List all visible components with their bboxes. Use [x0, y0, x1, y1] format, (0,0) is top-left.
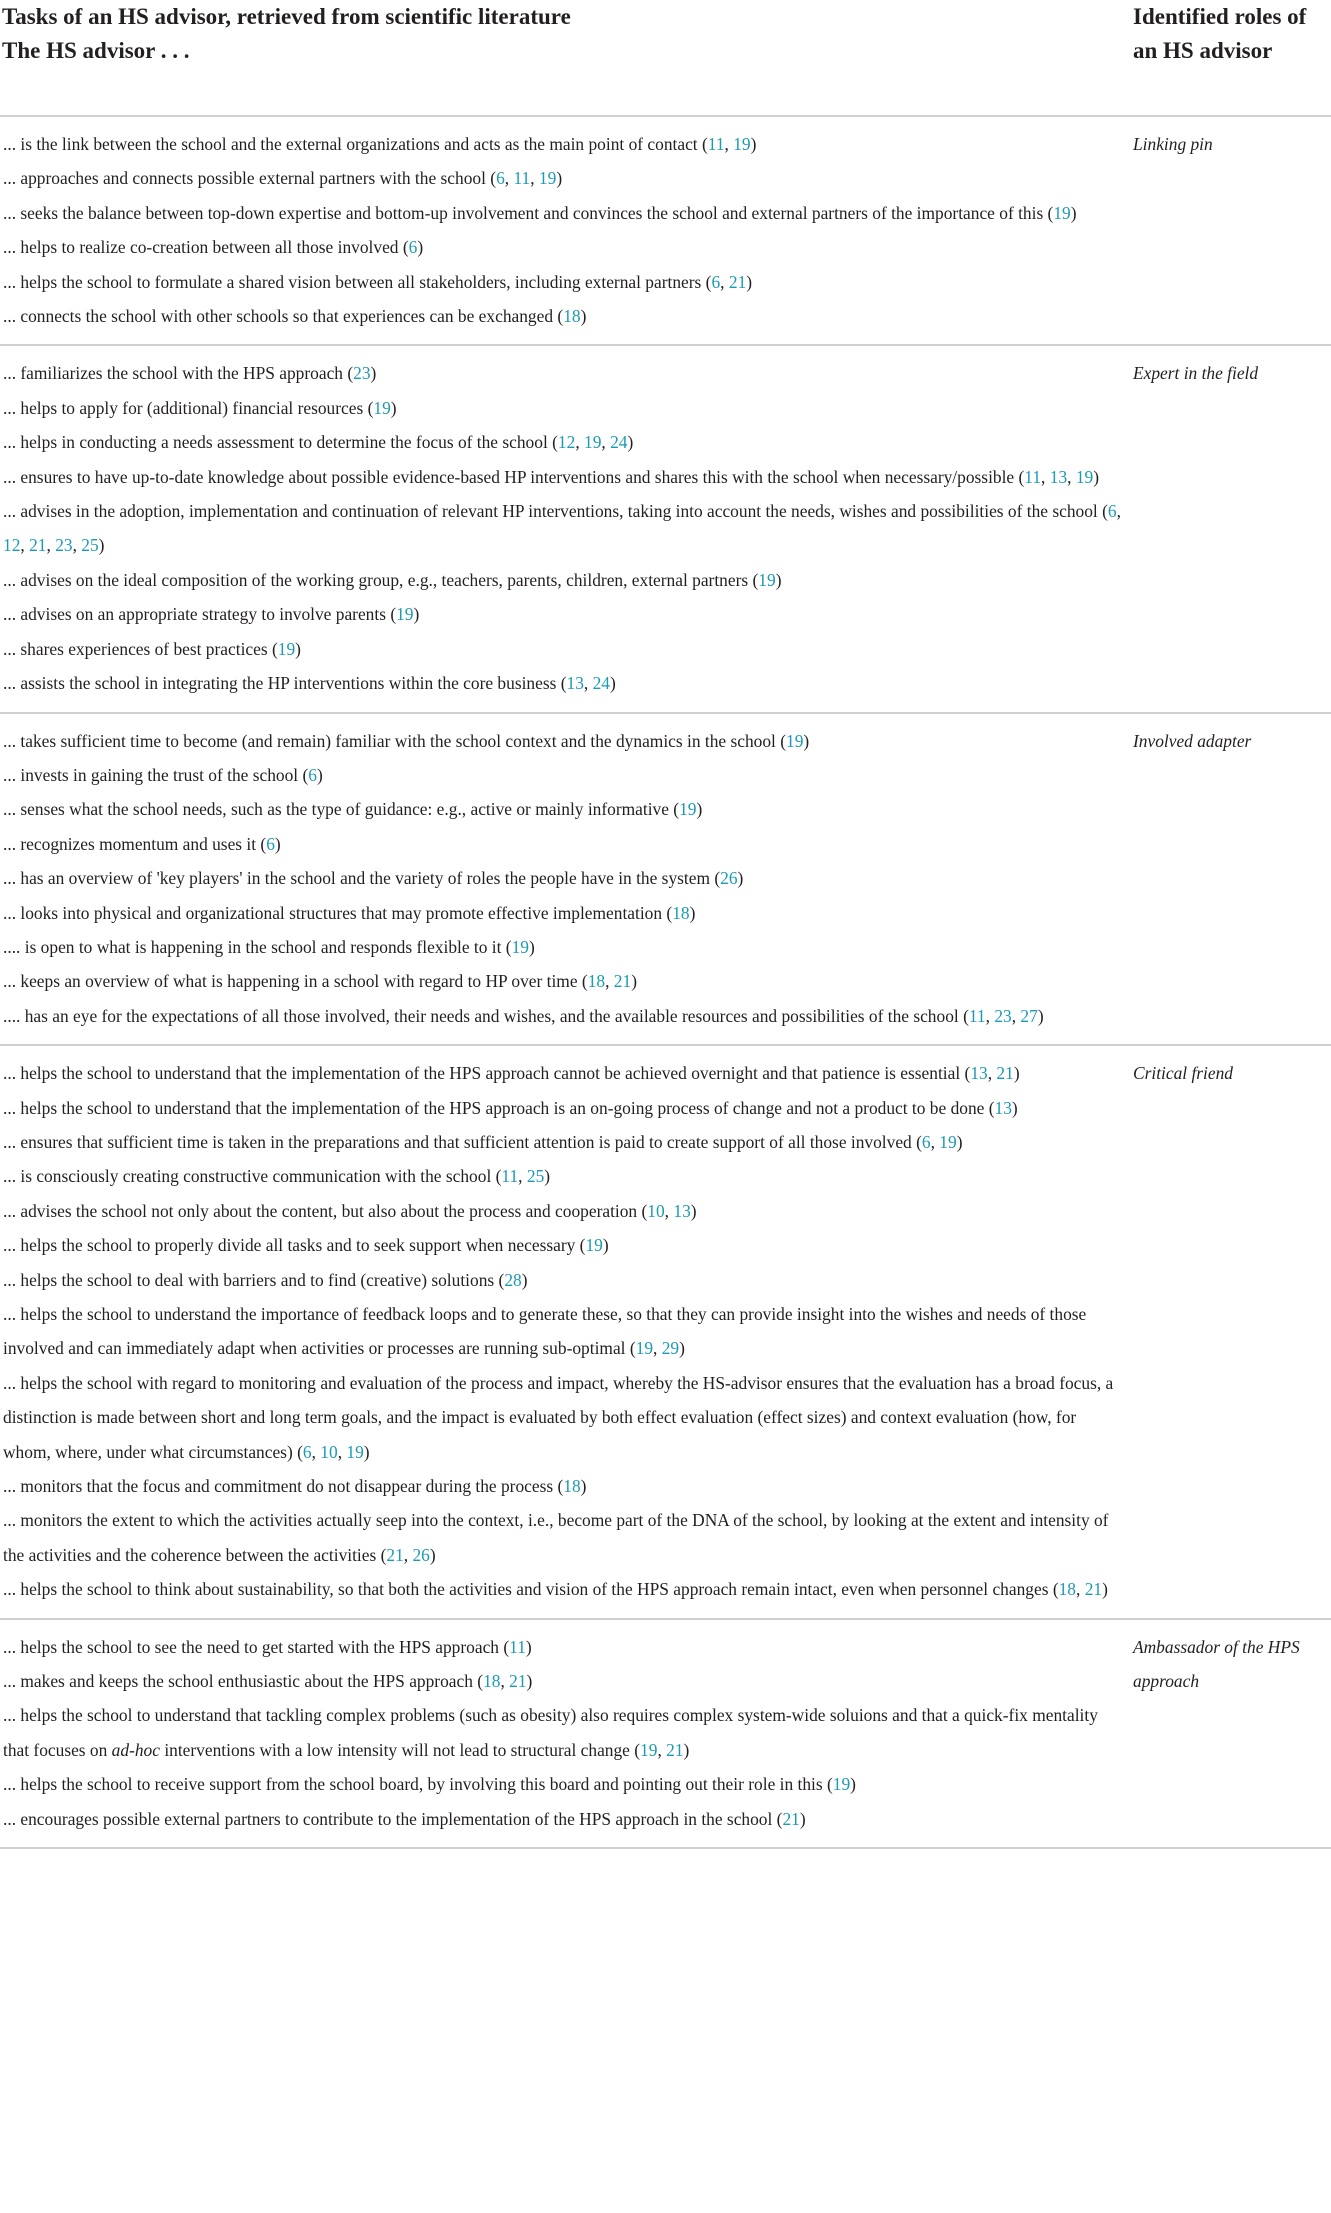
task-item: ... helps the school to properly divide all tasks and to seek support when necessary (19) — [3, 1235, 609, 1256]
table-header — [0, 0, 1331, 117]
citation-link[interactable]: 13 — [673, 1200, 691, 1221]
task-item: ... encourages possible external partners to contribute to the implementation of the HPS approach in the school (21) — [3, 1808, 806, 1829]
task-item: ... has an overview of 'key players' in the school and the variety of roles the people have in the system (26) — [3, 868, 744, 889]
citation-link[interactable]: 21 — [29, 535, 47, 556]
task-list — [3, 1630, 1123, 1836]
citation-link[interactable]: 11 — [501, 1166, 519, 1187]
citation-link[interactable]: 6 — [1107, 501, 1117, 522]
citation-link[interactable]: 19 — [758, 569, 776, 590]
task-item: ... looks into physical and organizational structures that may promote effective implementation (18) — [3, 902, 696, 923]
task-item: ... approaches and connects possible external partners with the school (6, 11, 19) — [3, 168, 563, 189]
citation-link[interactable]: 11 — [513, 168, 531, 189]
task-item: ... keeps an overview of what is happening in a school with regard to HP over time (18, 21) — [3, 971, 637, 992]
citation-link[interactable]: 19 — [939, 1131, 957, 1152]
citation-link[interactable]: 13 — [970, 1063, 988, 1084]
task-item: ... helps to realize co-creation between all those involved (6) — [3, 237, 424, 258]
task-item: .... has an eye for the expectations of all those involved, their needs and wishes, and the available resources and possibilities of the school (11, 23, 27) — [3, 1005, 1044, 1026]
roles-column-header — [1133, 0, 1331, 68]
task-item: ... helps the school to see the need to get started with the HPS approach (11) — [3, 1636, 532, 1657]
citation-link[interactable]: 19 — [585, 1235, 603, 1256]
citation-link[interactable]: 11 — [509, 1636, 526, 1657]
citation-link[interactable]: 19 — [346, 1441, 364, 1462]
role-group — [0, 1046, 1331, 1620]
task-item: ... is the link between the school and the external organizations and acts as the main point of contact (11, 19) — [3, 134, 757, 154]
citation-link[interactable]: 24 — [592, 673, 610, 694]
citation-link[interactable]: 18 — [563, 306, 581, 327]
task-list — [3, 356, 1123, 700]
task-item: ... connects the school with other schools so that experiences can be exchanged (18) — [3, 306, 587, 327]
task-item: ... advises the school not only about the content, but also about the process and cooperation (10, 13) — [3, 1200, 697, 1221]
citation-link[interactable]: 18 — [1058, 1579, 1076, 1600]
citation-link[interactable]: 19 — [640, 1739, 658, 1760]
roles-header-line-1: Identified roles of — [1133, 4, 1307, 29]
citation-link[interactable]: 21 — [613, 971, 632, 992]
roles-header-line-2: an HS advisor — [1133, 38, 1273, 63]
task-item: ... helps to apply for (additional) financial resources (19) — [3, 397, 397, 418]
citation-link[interactable]: 21 — [1084, 1579, 1103, 1600]
citation-link[interactable]: 6 — [711, 271, 721, 292]
citation-link[interactable]: 10 — [647, 1200, 665, 1221]
task-list — [3, 127, 1123, 333]
citation-link[interactable]: 19 — [1053, 202, 1071, 223]
citation-link[interactable]: 19 — [511, 936, 529, 957]
task-item: ... ensures to have up-to-date knowledge about possible evidence-based HP interventions and shares this with the school when necessary/possible (11, 13, 19) — [3, 466, 1100, 487]
citation-link[interactable]: 23 — [353, 363, 371, 384]
citation-link[interactable]: 27 — [1020, 1005, 1038, 1026]
task-item: ... helps the school to formulate a shared vision between all stakeholders, including external partners (6, 21) — [3, 271, 753, 292]
citation-link[interactable]: 18 — [587, 971, 606, 992]
task-item: ... shares experiences of best practices (19) — [3, 638, 301, 659]
citation-link[interactable]: 19 — [277, 638, 296, 659]
task-item: ... seeks the balance between top-down expertise and bottom-up involvement and convinces the school and external partners of the importance of this (19) — [3, 202, 1077, 223]
citation-link[interactable]: 19 — [538, 168, 557, 189]
citation-link[interactable]: 19 — [635, 1338, 654, 1359]
task-item: ... helps in conducting a needs assessment to determine the focus of the school (12, 19, 24) — [3, 432, 634, 453]
citation-link[interactable]: 21 — [666, 1739, 684, 1760]
citation-link[interactable]: 11 — [1024, 466, 1042, 487]
citation-link[interactable]: 19 — [679, 799, 697, 820]
task-list — [3, 724, 1123, 1034]
role-label: Ambassador of the HPS approach — [1133, 1636, 1300, 1692]
citation-link[interactable]: 28 — [504, 1269, 522, 1290]
italic-term: ad-hoc — [111, 1739, 160, 1760]
tasks-header-line-1: Tasks of an HS advisor, retrieved from scientific literature — [2, 4, 571, 29]
citation-link[interactable]: 10 — [320, 1441, 338, 1462]
citation-link[interactable]: 29 — [661, 1338, 680, 1359]
task-item: ... assists the school in integrating the HP interventions within the core business (13, 24) — [3, 673, 616, 694]
citation-link[interactable]: 12 — [557, 432, 576, 453]
tasks-header-line-2: The HS advisor . . . — [2, 38, 190, 63]
citation-link[interactable]: 19 — [786, 730, 804, 751]
task-item: ... helps the school to understand that tackling complex problems (such as obesity) also requires complex system-wide soluions and that a quick-fix mentality that focuses on ad-hoc interventions with a low intensity will not lead to structural change (19, 21) — [3, 1705, 1098, 1760]
task-item: ... monitors that the focus and commitment do not disappear during the process (18) — [3, 1476, 587, 1497]
role-group — [0, 346, 1331, 713]
role-group — [0, 117, 1331, 346]
task-item: ... helps the school to understand the importance of feedback loops and to generate these, so that they can provide insight into the wishes and needs of those involved and can immediately adapt when activities or processes are running sub-optimal (19, 29) — [3, 1304, 1087, 1359]
citation-link[interactable]: 21 — [728, 271, 747, 292]
task-item: ... helps the school to receive support from the school board, by involving this board and pointing out their role in this (19) — [3, 1774, 856, 1795]
citation-link[interactable]: 11 — [707, 134, 725, 154]
task-item: ... is consciously creating constructive communication with the school (11, 25) — [3, 1166, 551, 1187]
table-body — [0, 117, 1331, 1849]
citation-link[interactable]: 6 — [408, 237, 418, 258]
task-item: ... invests in gaining the trust of the school (6) — [3, 764, 323, 785]
citation-link[interactable]: 23 — [994, 1005, 1012, 1026]
task-item: ... ensures that sufficient time is taken in the preparations and that sufficient attention is paid to create support of all those involved (6, 19) — [3, 1131, 963, 1152]
role-label: Involved adapter — [1133, 730, 1252, 751]
citation-link[interactable]: 26 — [720, 868, 738, 889]
citation-link[interactable]: 18 — [672, 902, 690, 923]
task-item: ... monitors the extent to which the activities actually seep into the context, i.e., become part of the DNA of the school, by looking at the extent and intensity of the activities and the coherence between the activities (21, 26) — [3, 1510, 1109, 1565]
task-item: ... helps the school to deal with barriers and to find (creative) solutions (28) — [3, 1269, 528, 1290]
citation-link[interactable]: 13 — [1049, 466, 1068, 487]
citation-link[interactable]: 19 — [584, 432, 602, 453]
tasks-column-header — [2, 0, 1122, 68]
citation-link[interactable]: 13 — [994, 1097, 1012, 1118]
citation-link[interactable]: 19 — [396, 604, 414, 625]
citation-link[interactable]: 21 — [386, 1544, 404, 1565]
role-label: Critical friend — [1133, 1063, 1233, 1084]
role-label: Expert in the field — [1133, 363, 1259, 384]
task-item: ... helps the school to understand that the implementation of the HPS approach cannot be achieved overnight and that patience is essential (13, 21) — [3, 1063, 1020, 1084]
citation-link[interactable]: 25 — [81, 535, 99, 556]
task-item: ... helps the school to think about sustainability, so that both the activities and vision of the HPS approach remain intact, even when personnel changes (18, 21) — [3, 1579, 1108, 1600]
citation-link[interactable]: 18 — [563, 1476, 581, 1497]
citation-link[interactable]: 24 — [610, 432, 628, 453]
citation-link[interactable]: 21 — [996, 1063, 1014, 1084]
task-item: .... is open to what is happening in the school and responds flexible to it (19) — [3, 936, 535, 957]
citation-link[interactable]: 12 — [3, 535, 21, 556]
task-item: ... helps the school with regard to monitoring and evaluation of the process and impact, whereby the HS-advisor ensures that the evaluation has a broad focus, a distinction is made between short and long term goals, and the impact is evaluated by both effect evaluation (effect sizes) and context evaluation (how, for whom, where, under what circumstances) (6, 10, 19) — [3, 1372, 1114, 1462]
citation-link[interactable]: 25 — [526, 1166, 545, 1187]
citation-link[interactable]: 21 — [509, 1671, 527, 1692]
role-group — [0, 714, 1331, 1047]
citation-link[interactable]: 11 — [968, 1005, 986, 1026]
citation-link[interactable]: 13 — [566, 673, 584, 694]
task-item: ... senses what the school needs, such as the type of guidance: e.g., active or mainly informative (19) — [3, 799, 703, 820]
citation-link[interactable]: 21 — [782, 1808, 800, 1829]
citation-link[interactable]: 6 — [921, 1131, 931, 1152]
task-list — [3, 1056, 1123, 1607]
role-label: Linking pin — [1133, 134, 1213, 154]
citation-link[interactable]: 19 — [1075, 466, 1094, 487]
task-item: ... advises on an appropriate strategy to involve parents (19) — [3, 604, 420, 625]
citation-link[interactable]: 6 — [496, 168, 505, 189]
citation-link[interactable]: 23 — [55, 535, 73, 556]
task-item: ... advises in the adoption, implementation and continuation of relevant HP interventions, taking into account the needs, wishes and possibilities of the school (6, 12, 21, 23, 25) — [3, 501, 1121, 556]
citation-link[interactable]: 26 — [412, 1544, 430, 1565]
role-group — [0, 1620, 1331, 1849]
citation-link[interactable]: 6 — [302, 1441, 312, 1462]
citation-link[interactable]: 19 — [373, 397, 391, 418]
task-item: ... helps the school to understand that the implementation of the HPS approach is an on-going process of change and not a product to be done (13) — [3, 1097, 1018, 1118]
task-item: ... takes sufficient time to become (and remain) familiar with the school context and the dynamics in the school (19) — [3, 730, 810, 751]
citation-link[interactable]: 18 — [483, 1671, 501, 1692]
citation-link[interactable]: 19 — [832, 1774, 851, 1795]
task-item: ... makes and keeps the school enthusiastic about the HPS approach (18, 21) — [3, 1671, 533, 1692]
citation-link[interactable]: 6 — [266, 833, 275, 854]
task-item: ... advises on the ideal composition of the working group, e.g., teachers, parents, children, external partners (19) — [3, 569, 782, 590]
task-item: ... familiarizes the school with the HPS approach (23) — [3, 363, 377, 384]
task-item: ... recognizes momentum and uses it (6) — [3, 833, 281, 854]
citation-link[interactable]: 6 — [308, 764, 317, 785]
citation-link[interactable]: 19 — [733, 134, 751, 154]
